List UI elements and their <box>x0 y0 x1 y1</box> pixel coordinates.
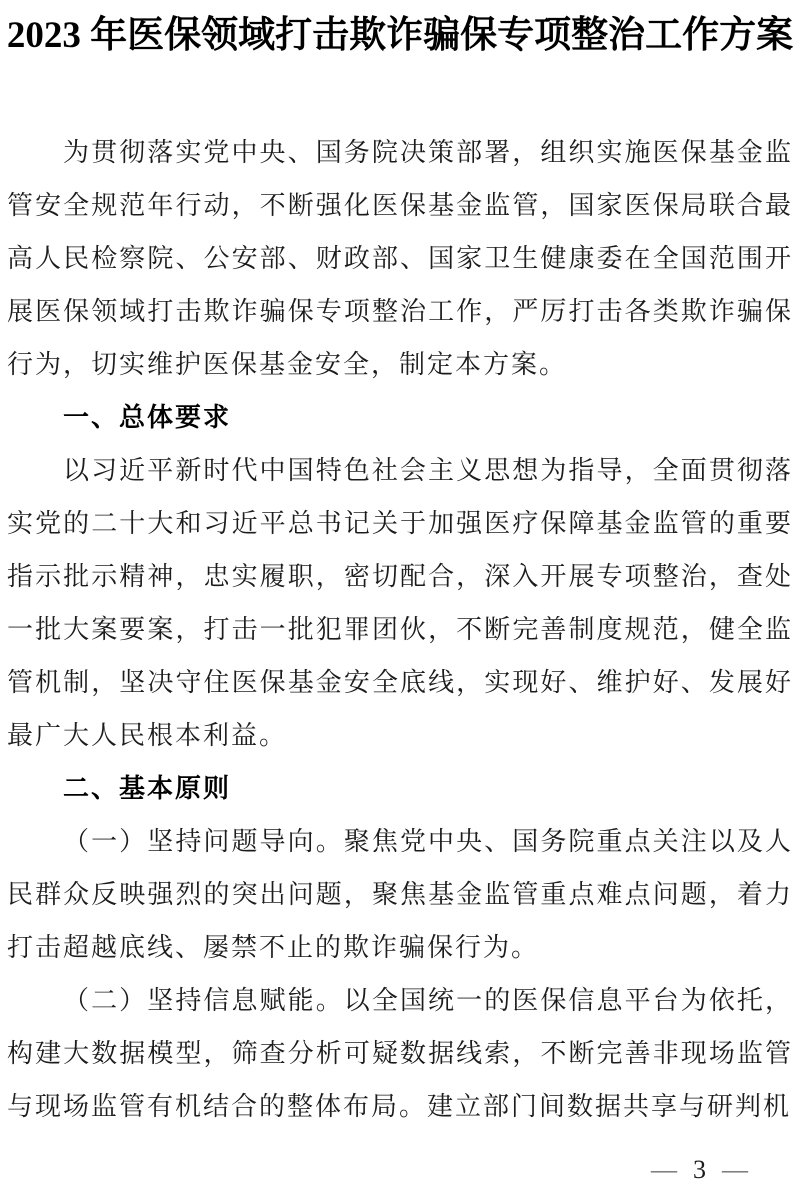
page-number-dash-right: — <box>722 1155 748 1184</box>
document-title: 2023 年医保领域打击欺诈骗保专项整治工作方案 <box>6 15 794 56</box>
page-number: 3 <box>693 1155 706 1184</box>
section-heading-overall-requirements: 一、总体要求 <box>63 402 232 432</box>
paragraph-principle-2: （二）坚持信息赋能。以全国统一的医保信息平台为依托，构建大数据模型，筛查分析可疑数据线索，不断完善非现场监管与现场监管有机结合的整体布局。建立部门间数据共享与研判机 <box>7 986 793 1121</box>
paragraph-principle-1: （一）坚持问题导向。聚焦党中央、国务院重点关注以及人民群众反映强烈的突出问题，聚焦基金监管重点难点问题，着力打击超越底线、屡禁不止的欺诈骗保行为。 <box>7 827 793 962</box>
paragraph-overall-requirements: 以习近平新时代中国特色社会主义思想为指导，全面贯彻落实党的二十大和习近平总书记关于加强医疗保障基金监管的重要指示批示精神，忠实履职，密切配合，深入开展专项整治，查处一批大案要案，打击一批犯罪团伙，不断完善制度规范，健全监管机制，坚决守住医保基金安全底线，实现好、维护好、发展好最广大人民根本利益。 <box>7 456 793 750</box>
page-footer <box>651 1155 748 1185</box>
page-number-dash-left: — <box>651 1155 677 1184</box>
section-heading-basic-principles: 二、基本原则 <box>63 773 232 803</box>
document-body <box>7 126 793 1133</box>
paragraph-intro: 为贯彻落实党中央、国务院决策部署，组织实施医保基金监管安全规范年行动，不断强化医保基金监管，国家医保局联合最高人民检察院、公安部、财政部、国家卫生健康委在全国范围开展医保领域打击欺诈骗保专项整治工作，严厉打击各类欺诈骗保行为，切实维护医保基金安全，制定本方案。 <box>7 138 793 379</box>
